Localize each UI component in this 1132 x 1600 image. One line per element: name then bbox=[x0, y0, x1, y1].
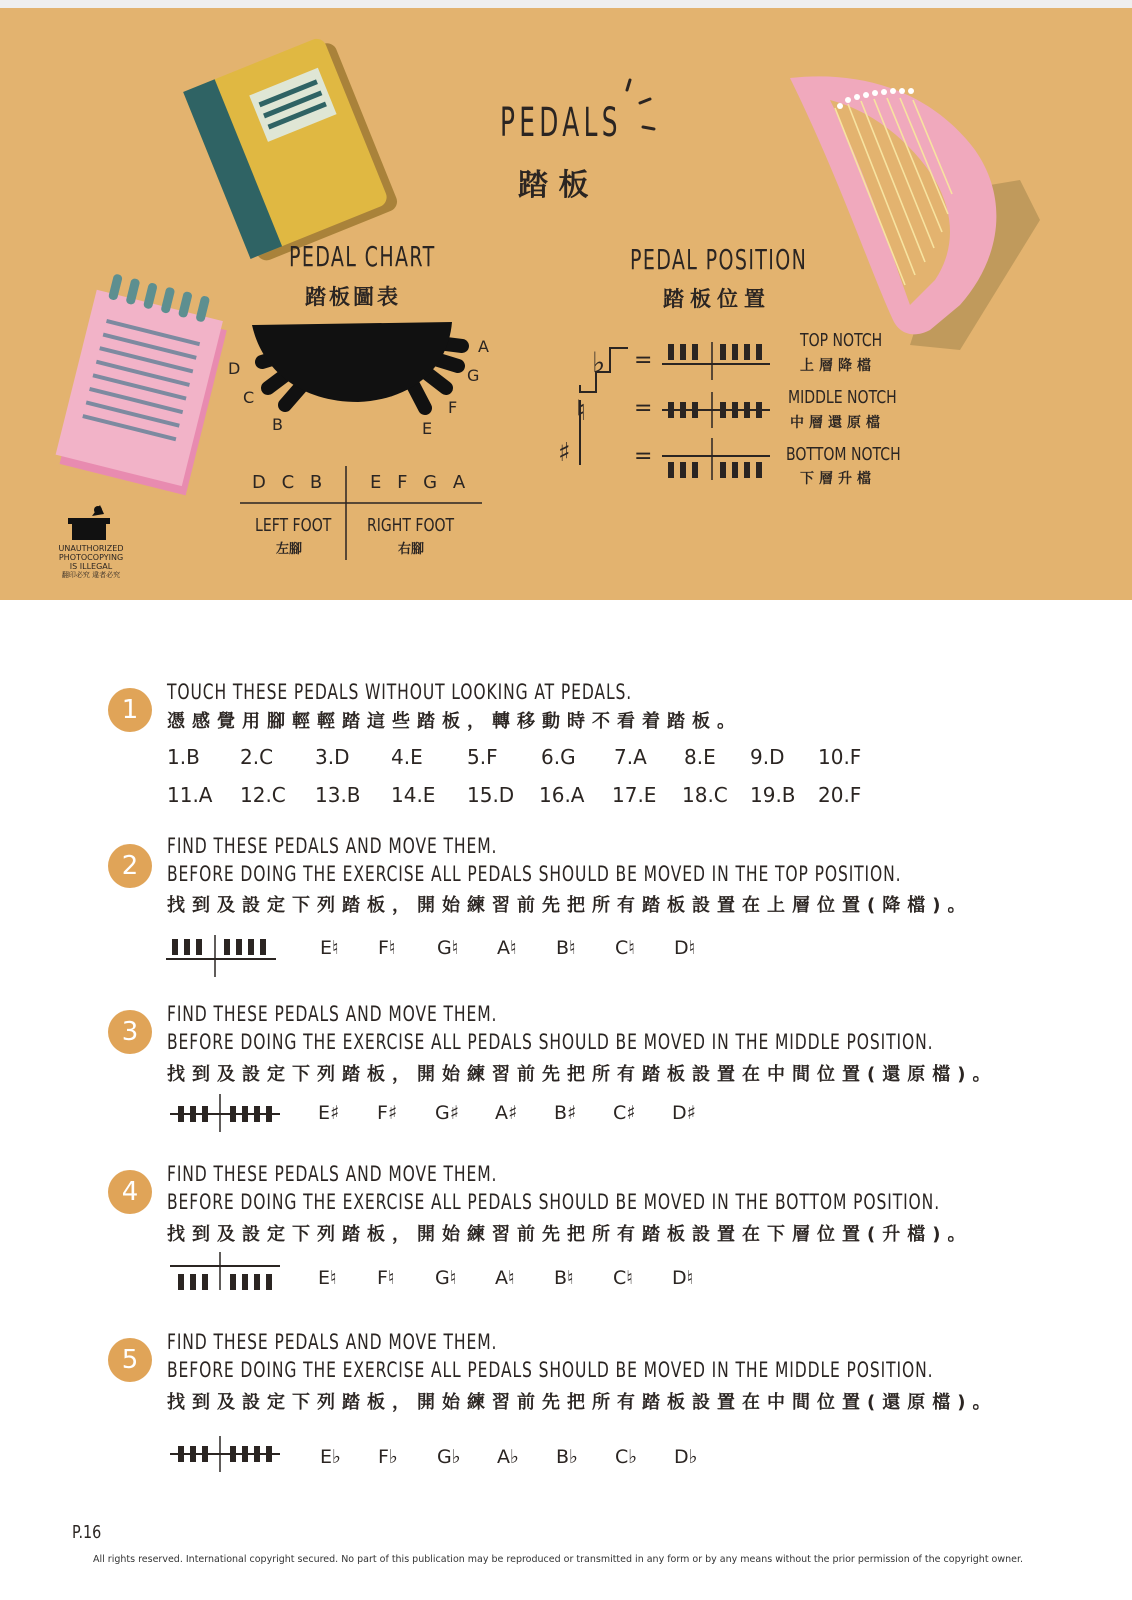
bottom-notch-label-cn: 下層升檔 bbox=[800, 471, 876, 487]
note-item: A♮ bbox=[497, 937, 517, 959]
notch-bottom-icon bbox=[662, 438, 770, 480]
pedal-item: 3.D bbox=[315, 745, 350, 769]
pedal-item: 8.E bbox=[684, 745, 716, 769]
note-item: C♮ bbox=[615, 937, 636, 959]
pedal-letter-f: F bbox=[448, 398, 458, 417]
pedal-item: 6.G bbox=[541, 745, 576, 769]
pedal-item: 19.B bbox=[750, 783, 796, 807]
pedal-letter-d: D bbox=[228, 359, 241, 378]
right-foot-label: RIGHT FOOT bbox=[367, 515, 455, 536]
exercise-4-line-1: FIND THESE PEDALS AND MOVE THEM. bbox=[167, 1162, 498, 1186]
equals-top: = bbox=[634, 348, 653, 373]
pedal-item: 13.B bbox=[315, 783, 361, 807]
page-title-cn: 踏 板 bbox=[518, 168, 589, 203]
note-item: F♮ bbox=[378, 937, 396, 959]
flat-symbol: ♭ bbox=[592, 346, 606, 379]
note-item: G♯ bbox=[435, 1102, 459, 1124]
note-item: G♭ bbox=[437, 1446, 461, 1468]
middle-notch-label: MIDDLE NOTCH bbox=[788, 387, 897, 408]
pedal-item: 2.C bbox=[240, 745, 274, 769]
stamp-line-1: UNAUTHORIZED bbox=[58, 544, 124, 553]
note-item: D♯ bbox=[672, 1102, 696, 1124]
notch-middle-icon bbox=[662, 392, 770, 428]
pedal-item: 16.A bbox=[539, 783, 585, 807]
exercise-2-badge: 2 bbox=[108, 844, 152, 888]
note-item: B♮ bbox=[556, 937, 576, 959]
pedal-letter-g: G bbox=[467, 366, 480, 385]
note-item: F♭ bbox=[378, 1446, 398, 1468]
exercise-4-notch-icon bbox=[160, 1248, 290, 1298]
pedal-position-title: PEDAL POSITION bbox=[630, 243, 808, 276]
exercise-4-line-cn: 找到及設定下列踏板，開始練習前先把所有踏板設置在下層位置(升檔)。 bbox=[167, 1224, 973, 1245]
note-item: E♯ bbox=[318, 1102, 340, 1124]
note-item: A♮ bbox=[495, 1267, 515, 1289]
sparkle-icon bbox=[627, 80, 654, 129]
left-foot-letters: D C B bbox=[252, 472, 323, 493]
header-illustrations bbox=[0, 0, 1132, 600]
pedal-item: 17.E bbox=[612, 783, 657, 807]
top-notch-label-cn: 上層降檔 bbox=[800, 358, 876, 374]
exercise-4-badge: 4 bbox=[108, 1170, 152, 1214]
top-notch-label: TOP NOTCH bbox=[800, 330, 883, 351]
page-number: P.16 bbox=[72, 1522, 102, 1543]
note-item: D♭ bbox=[674, 1446, 698, 1468]
notch-top-icon bbox=[662, 342, 770, 380]
pedal-item: 18.C bbox=[682, 783, 728, 807]
pedal-item: 15.D bbox=[467, 783, 515, 807]
exercise-3-notch-icon bbox=[160, 1088, 290, 1138]
exercise-2-line-2: BEFORE DOING THE EXERCISE ALL PEDALS SHOULD BE MOVED IN THE TOP POSITION. bbox=[167, 862, 902, 886]
right-foot-label-cn: 右腳 bbox=[398, 542, 425, 557]
stamp-line-4: 翻印必究 違者必究 bbox=[61, 571, 121, 579]
pedal-item: 20.F bbox=[818, 783, 862, 807]
stamp-line-3: IS ILLEGAL bbox=[69, 562, 113, 571]
left-foot-label-cn: 左腳 bbox=[276, 542, 303, 557]
note-item: G♮ bbox=[435, 1267, 457, 1289]
pedal-item: 9.D bbox=[750, 745, 785, 769]
page-title: PEDALS bbox=[500, 100, 622, 146]
bottom-notch-label: BOTTOM NOTCH bbox=[786, 444, 901, 465]
note-item: G♮ bbox=[437, 937, 459, 959]
exercise-5-notch-icon bbox=[160, 1432, 290, 1482]
exercise-1-line-1: TOUCH THESE PEDALS WITHOUT LOOKING AT PEDALS. bbox=[167, 680, 633, 704]
pedal-item: 11.A bbox=[167, 783, 213, 807]
pedal-letter-e: E bbox=[422, 419, 433, 438]
harp-icon bbox=[790, 76, 1040, 350]
note-item: D♮ bbox=[674, 937, 696, 959]
exercise-2-notch-icon bbox=[160, 925, 290, 985]
pedal-item: 12.C bbox=[240, 783, 286, 807]
middle-notch-label-cn: 中層還原檔 bbox=[790, 415, 885, 431]
pedal-letter-b: B bbox=[272, 415, 283, 434]
pedal-item: 7.A bbox=[614, 745, 647, 769]
exercise-5-badge: 5 bbox=[108, 1338, 152, 1382]
pedal-item: 5.F bbox=[467, 745, 498, 769]
note-item: E♮ bbox=[320, 937, 339, 959]
pedal-letter-c: C bbox=[243, 388, 255, 407]
pedal-item: 4.E bbox=[391, 745, 423, 769]
left-foot-label: LEFT FOOT bbox=[255, 515, 332, 536]
pedal-letter-a: A bbox=[478, 337, 489, 356]
note-item: E♭ bbox=[320, 1446, 341, 1468]
pedal-item: 14.E bbox=[391, 783, 436, 807]
note-item: B♯ bbox=[554, 1102, 577, 1124]
sharp-symbol: ♯ bbox=[558, 438, 571, 468]
memo-pad-icon bbox=[54, 270, 234, 495]
equals-bottom: = bbox=[634, 444, 653, 469]
exercise-3-badge: 3 bbox=[108, 1010, 152, 1054]
note-item: A♭ bbox=[497, 1446, 519, 1468]
note-item: C♮ bbox=[613, 1267, 634, 1289]
stamp-line-2: PHOTOCOPYING bbox=[58, 553, 124, 562]
exercise-1-badge: 1 bbox=[108, 688, 152, 732]
note-item: E♮ bbox=[318, 1267, 337, 1289]
pedal-item: 1.B bbox=[167, 745, 200, 769]
exercise-4-line-2: BEFORE DOING THE EXERCISE ALL PEDALS SHOULD BE MOVED IN THE BOTTOM POSITION. bbox=[167, 1190, 941, 1214]
note-item: C♭ bbox=[615, 1446, 638, 1468]
note-item: F♮ bbox=[377, 1267, 395, 1289]
exercise-5-line-cn: 找到及設定下列踏板，開始練習前先把所有踏板設置在中間位置(還原檔)。 bbox=[167, 1392, 998, 1413]
note-item: A♯ bbox=[495, 1102, 518, 1124]
pedal-item: 10.F bbox=[818, 745, 862, 769]
note-item: C♯ bbox=[613, 1102, 636, 1124]
note-item: D♮ bbox=[672, 1267, 694, 1289]
exercise-2-line-1: FIND THESE PEDALS AND MOVE THEM. bbox=[167, 834, 498, 858]
copy-warning-stamp bbox=[54, 544, 128, 580]
pedal-chart-title-cn: 踏板圖表 bbox=[305, 285, 401, 309]
copyright-notice: All rights reserved. International copyright secured. No part of this publication may be reproduced or transmitted in any form or by any means without the prior permission of the copyright owner. bbox=[93, 1554, 1024, 1565]
note-item: F♯ bbox=[377, 1102, 398, 1124]
exercise-5-line-1: FIND THESE PEDALS AND MOVE THEM. bbox=[167, 1330, 498, 1354]
exercise-1-line-cn: 憑感覺用腳輕輕踏這些踏板，轉移動時不看着踏板。 bbox=[167, 711, 742, 732]
equals-middle: = bbox=[634, 396, 653, 421]
exercise-3-line-2: BEFORE DOING THE EXERCISE ALL PEDALS SHOULD BE MOVED IN THE MIDDLE POSITION. bbox=[167, 1030, 934, 1054]
exercise-2-line-cn: 找到及設定下列踏板，開始練習前先把所有踏板設置在上層位置(降檔)。 bbox=[167, 895, 973, 916]
notebook-icon bbox=[183, 33, 400, 266]
exercise-3-line-cn: 找到及設定下列踏板，開始練習前先把所有踏板設置在中間位置(還原檔)。 bbox=[167, 1064, 998, 1085]
note-item: B♮ bbox=[554, 1267, 574, 1289]
exercise-3-line-1: FIND THESE PEDALS AND MOVE THEM. bbox=[167, 1002, 498, 1026]
exercise-5-line-2: BEFORE DOING THE EXERCISE ALL PEDALS SHOULD BE MOVED IN THE MIDDLE POSITION. bbox=[167, 1358, 934, 1382]
natural-symbol: ♮ bbox=[576, 394, 587, 427]
note-item: B♭ bbox=[556, 1446, 578, 1468]
pedal-chart-title: PEDAL CHART bbox=[289, 240, 436, 273]
pedal-position-title-cn: 踏板位置 bbox=[663, 287, 771, 311]
photocopier-icon bbox=[68, 505, 110, 540]
right-foot-letters: E F G A bbox=[370, 472, 466, 493]
